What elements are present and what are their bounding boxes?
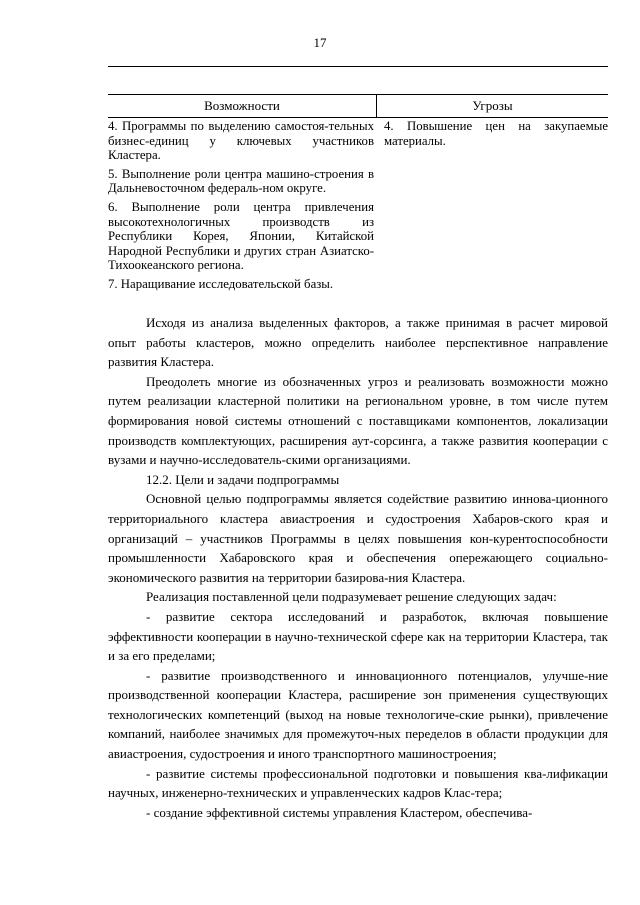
opportunity-item: 5. Выполнение роли центра машино-строения в Дальневосточном федераль-ном округе. — [108, 166, 374, 196]
swot-table — [108, 94, 608, 295]
paragraph: Основной целью подпрограммы является содействие развитию иннова-ционного территориального кластера авиастроения и судостроения Хабаров-ского края и организаций – участников Программы в целях повышения кон-курентоспособности промышленности Хабаровского края и обеспечения опережающего социально-экономического развития на территории базирова-ния Кластера. — [108, 491, 608, 585]
list-item: - создание эффективной системы управления Кластером, обеспечива- — [146, 804, 533, 820]
section-heading: 12.2. Цели и задачи подпрограммы — [146, 471, 340, 487]
opportunity-item: 6. Выполнение роли центра привлечения высокотехнологичных производств из Республики Корея, Японии, Китайской Народной Республики и других стран Азиатско-Тихоокеанского региона. — [108, 199, 374, 273]
header-rule — [108, 66, 608, 67]
header-threats: Угрозы — [472, 98, 513, 113]
opportunity-item: 7. Наращивание исследовательской базы. — [108, 276, 334, 291]
body-text — [108, 313, 608, 822]
table-body — [108, 118, 608, 295]
list-item: - развитие производственного и инновационного потенциалов, улучше-ние производственной кооперации Кластера, расширение зон применения существующих технологических компетенций (выход на новые технологиче-ские рынки), привлечение компаний, наиболее значимых для промежуточ-ных переделов в области продукции для авиастроения, судостроения и иного транспортного машиностроения; — [108, 667, 608, 762]
page-number: 17 — [313, 35, 327, 50]
paragraph: Исходя из анализа выделенных факторов, а также принимая в расчет мировой опыт работы кластеров, можно определить наиболее перспективное направление развития Кластера. — [108, 315, 608, 370]
paragraph: Реализация поставленной цели подразумевает решение следующих задач: — [146, 589, 557, 605]
paragraph: Преодолеть многие из обозначенных угроз и реализовать возможности можно путем реализации кластерной политики на региональном уровне, в том числе путем формирования новой системы отношений с поставщиками компонентов, локализации производств комплектующих, расширения аут-сорсинга, а также развития кооперации с вузами и научно-исследователь-скими организациями. — [108, 373, 608, 468]
opportunities-column — [108, 118, 380, 295]
header-opportunities: Возможности — [108, 95, 377, 117]
list-item: - развитие сектора исследований и разработок, включая повышение эффективности кооперации в научно-технической сфере как на территории Кластера, так и за его пределами; — [108, 608, 608, 664]
threat-item: 4. Повышение цен на закупаемые материалы. — [384, 119, 608, 148]
threats-column — [380, 118, 608, 295]
opportunity-item: 4. Программы по выделению самостоя-тельных бизнес-единиц у ключевых участников Кластера. — [108, 119, 374, 163]
table-header-row — [108, 94, 608, 118]
list-item: - развитие системы профессиональной подготовки и повышения ква-лификации научных, инженерно-технических и управленческих кадров Клас-тера; — [108, 765, 608, 801]
